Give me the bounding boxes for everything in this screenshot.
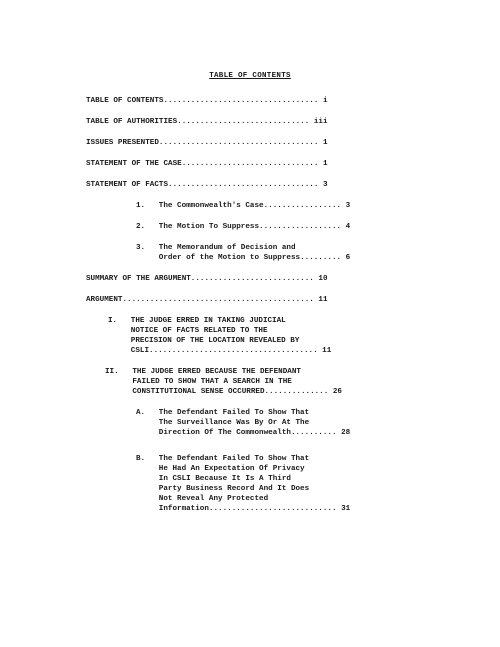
toc-entry: ARGUMENT.......................................... 11	[86, 296, 328, 304]
toc-subpoint: In CSLI Because It Is A Third	[136, 475, 291, 483]
toc-argument-point: CSLI..................................... 11	[108, 347, 332, 355]
toc-entry: TABLE OF CONTENTS.................................. i	[86, 97, 328, 105]
toc-subpoint: Party Business Record And It Does	[136, 485, 310, 493]
toc-argument-point: PRECISION OF THE LOCATION REVEALED BY	[108, 337, 300, 345]
toc-subentry: 1. The Commonwealth's Case................. 3	[136, 202, 351, 210]
toc-entry: ISSUES PRESENTED................................... 1	[86, 139, 328, 147]
toc-subentry: 2. The Motion To Suppress.................. 4	[136, 223, 351, 231]
toc-subpoint: A. The Defendant Failed To Show That	[136, 409, 310, 417]
toc-subpoint: He Had An Expectation Of Privacy	[136, 465, 305, 473]
toc-subentry: 3. The Memorandum of Decision and	[136, 244, 296, 252]
toc-entry: STATEMENT OF THE CASE.............................. 1	[86, 160, 328, 168]
toc-subpoint: Information............................ 31	[136, 505, 351, 513]
toc-entry: STATEMENT OF FACTS................................. 3	[86, 181, 328, 189]
toc-subpoint: The Surveillance Was By Or At The	[136, 419, 310, 427]
toc-argument-point: FAILED TO SHOW THAT A SEARCH IN THE	[105, 378, 292, 386]
toc-argument-point: II. THE JUDGE ERRED BECAUSE THE DEFENDANT	[105, 368, 301, 376]
toc-subentry: Order of the Motion to Suppress......... 6	[136, 254, 351, 262]
page-title: TABLE OF CONTENTS	[209, 72, 291, 80]
toc-argument-point: CONSTITUTIONAL SENSE OCCURRED.............. 26	[105, 388, 342, 396]
toc-subpoint: B. The Defendant Failed To Show That	[136, 455, 310, 463]
toc-subpoint: Not Reveal Any Protected	[136, 495, 269, 503]
toc-entry: TABLE OF AUTHORITIES............................. iii	[86, 118, 328, 126]
toc-subpoint: Direction Of The Commonwealth.......... 28	[136, 429, 351, 437]
toc-entry: SUMMARY OF THE ARGUMENT........................... 10	[86, 275, 328, 283]
toc-argument-point: I. THE JUDGE ERRED IN TAKING JUDICIAL	[108, 317, 286, 325]
toc-argument-point: NOTICE OF FACTS RELATED TO THE	[108, 327, 268, 335]
